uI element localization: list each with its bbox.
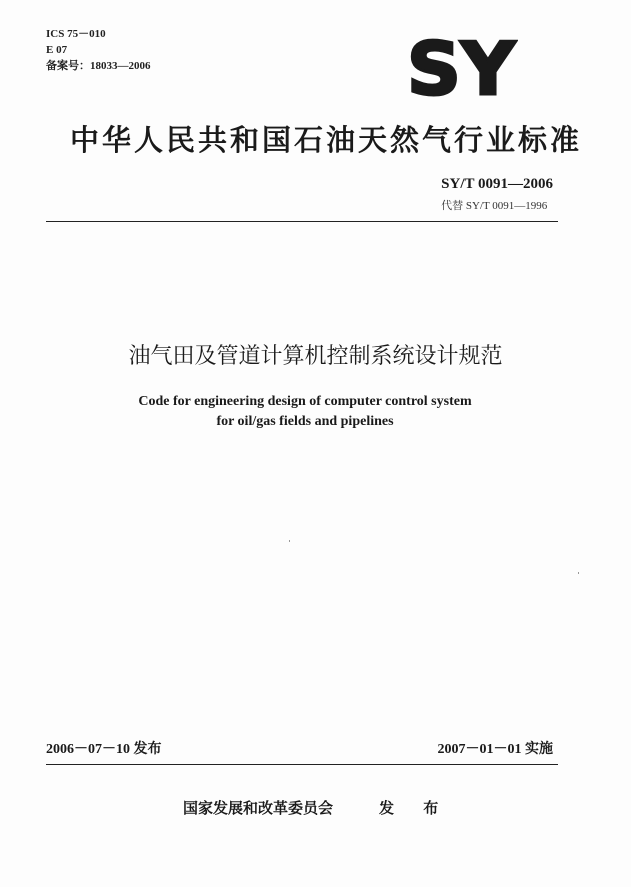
document-title-english (0, 392, 610, 432)
publish-label: 发 布 (379, 799, 451, 817)
top-divider (46, 221, 558, 222)
category-code: E 07 (46, 44, 68, 56)
implementation-date: 2007－01－01 实施 (437, 742, 553, 757)
sy-logo-graphic (404, 34, 518, 100)
title-en-line-1: Code for engineering design of computer control system (138, 394, 472, 409)
standard-code-block (441, 176, 553, 213)
record-number: 备案号：18033—2006 (46, 60, 151, 72)
classification-block (46, 26, 151, 74)
issue-date: 2006－07－10 发布 (46, 742, 162, 757)
standard-title: 中华人民共和国石油天然气行业标准 (70, 123, 583, 157)
scan-speck (289, 540, 290, 542)
title-en-line-2: for oil/gas fields and pipelines (216, 414, 394, 429)
scan-speck (578, 572, 579, 574)
ics-code: ICS 75－010 (46, 28, 106, 40)
publisher-name: 国家发展和改革委员会 (183, 799, 334, 817)
sy-logo (404, 34, 518, 100)
bottom-divider (46, 764, 558, 765)
replaces-code: 代替 SY/T 0091—1996 (441, 200, 548, 212)
document-title-chinese: 油气田及管道计算机控制系统设计规范 (128, 344, 503, 369)
sy-logo-text: SY (407, 34, 516, 100)
standard-code: SY/T 0091—2006 (441, 176, 553, 192)
